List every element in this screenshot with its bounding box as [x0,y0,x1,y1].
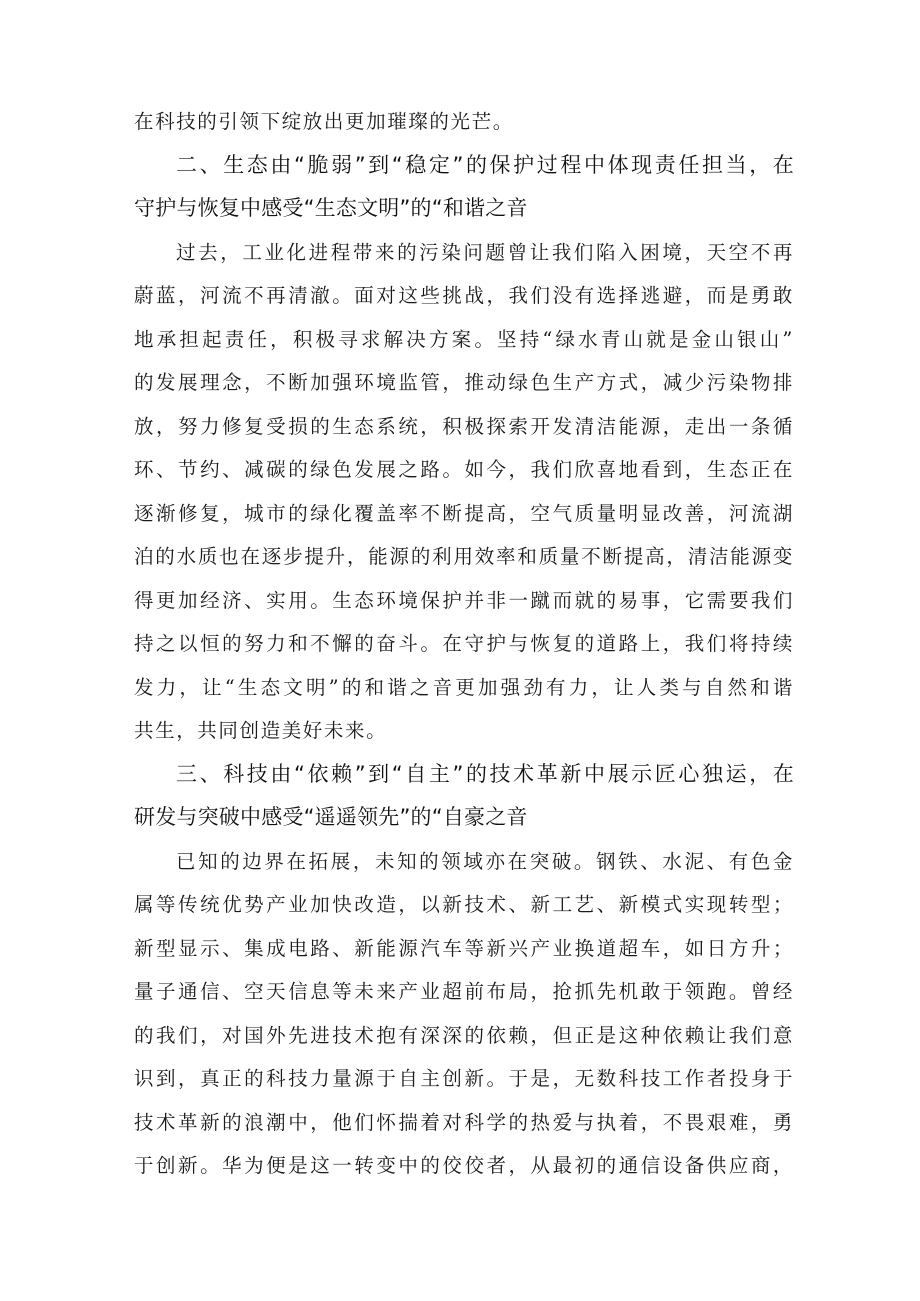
paragraph-line: 环、节约、减碳的绿色发展之路。如今，我们欣喜地看到，生态正在 [134,458,794,481]
paragraph-line: 属等传统优势产业加快改造，以新技术、新工艺、新模式实现转型； [134,893,794,916]
paragraph-line: 识到，真正的科技力量源于自主创新。于是，无数科技工作者投身于 [134,1067,794,1090]
paragraph-line: 放，努力修复受损的生态系统，积极探索开发清洁能源，走出一条循 [134,414,794,438]
paragraph-line: 的发展理念，不断加强环境监管，推动绿色生产方式，减少污染物排 [134,371,794,394]
paragraph-line: 于创新。华为便是这一转变中的佼佼者，从最初的通信设备供应商， [134,1154,794,1177]
paragraph-line: 地承担起责任，积极寻求解决方案。坚持“绿水青山就是金山银山” [134,327,794,351]
paragraph-line: 在科技的引领下绽放出更加璀璨的光芒。 [134,110,514,133]
section-heading-line: 守护与恢复中感受“生态文明”的“和谐之音 [134,196,528,220]
document-page [134,100,794,1188]
section-heading-line: 三、科技由“依赖”到“自主”的技术革新中展示匠心独运，在 [176,761,794,786]
paragraph-line: 过去，工业化进程带来的污染问题曾让我们陷入困境，天空不再 [176,240,794,264]
paragraph-line: 的我们，对国外先进技术抱有深深的依赖，但正是这种依赖让我们意 [134,1023,794,1047]
paragraph-line: 已知的边界在拓展，未知的领域亦在突破。钢铁、水泥、有色金 [176,849,794,873]
paragraph-line: 得更加经济、实用。生态环境保护并非一蹴而就的易事，它需要我们 [134,588,794,612]
paragraph-line: 共生，共同创造美好未来。 [134,719,388,742]
paragraph-line: 逐渐修复，城市的绿化覆盖率不断提高，空气质量明显改善，河流湖 [134,501,794,525]
paragraph-line: 技术革新的浪潮中，他们怀揣着对科学的热爱与执着，不畏艰难，勇 [134,1110,794,1134]
paragraph-line: 泊的水质也在逐步提升，能源的利用效率和质量不断提高，清洁能源变 [134,545,794,568]
paragraph-line: 量子通信、空天信息等未来产业超前布局，抢抓先机敢于领跑。曾经 [134,980,794,1003]
paragraph-line: 新型显示、集成电路、新能源汽车等新兴产业换道超车，如日方升； [134,936,794,960]
section-heading-line: 二、生态由“脆弱”到“稳定”的保护过程中体现责任担当，在 [176,152,794,177]
section-heading-line: 研发与突破中感受“遥遥领先”的“自豪之音 [134,805,528,829]
paragraph-line: 持之以恒的努力和不懈的奋斗。在守护与恢复的道路上，我们将持续 [134,632,794,655]
paragraph-line: 蔚蓝，河流不再清澈。面对这些挑战，我们没有选择逃避，而是勇敢 [134,284,794,307]
paragraph-line: 发力，让“生态文明”的和谐之音更加强劲有力，让人类与自然和谐 [134,675,794,699]
